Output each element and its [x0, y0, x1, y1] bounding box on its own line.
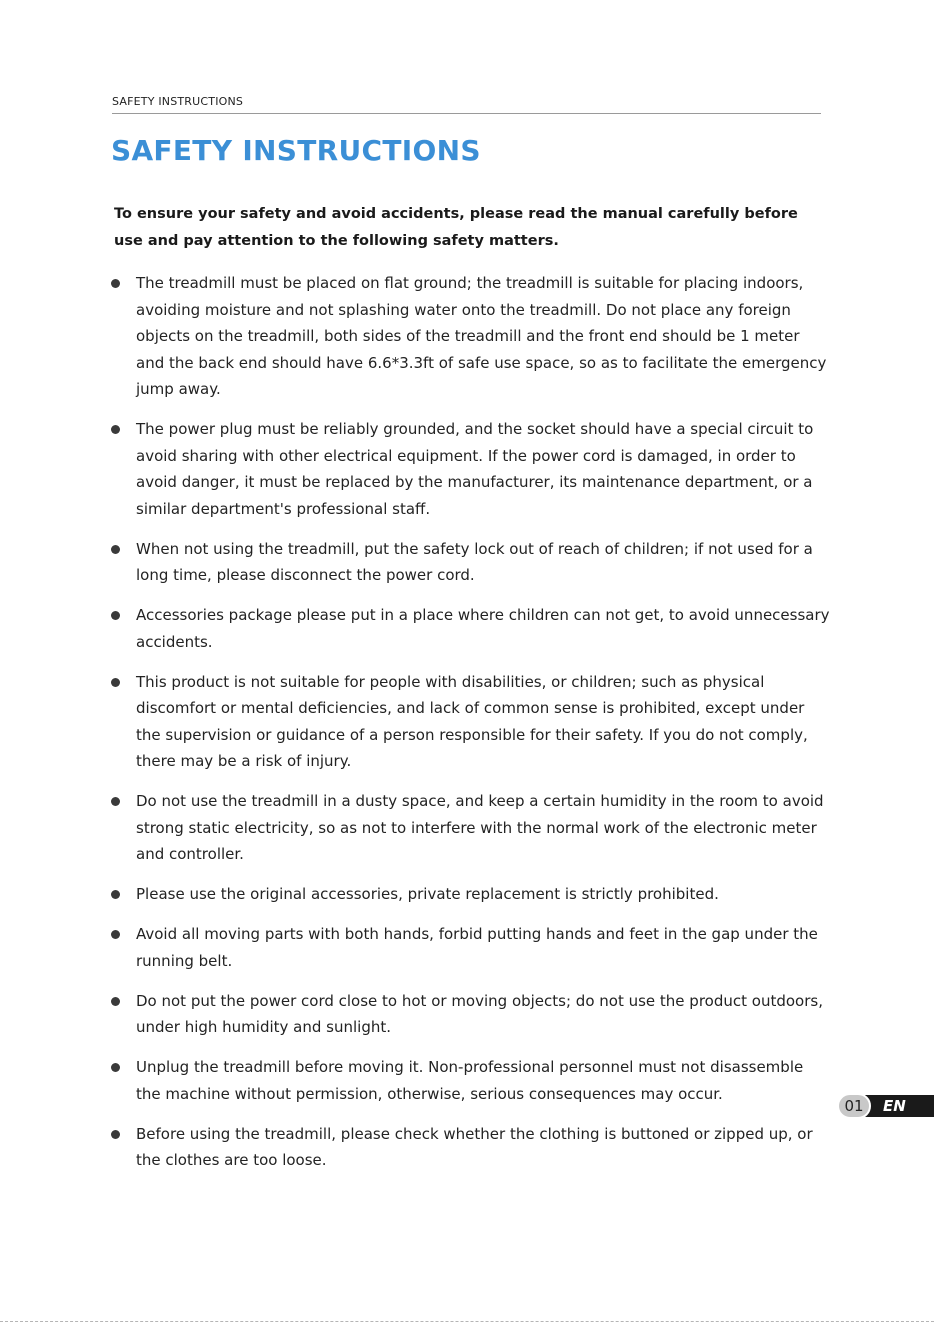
safety-rule-text: This product is not suitable for people with disabilities, or children; such as physical discomfort or mental deficiencies, and lack of common sense is prohibited, except under the supervision or guidance of a person responsible for their safety. If you do not comply, there may be a risk of injury. [136, 672, 808, 770]
safety-rule-text: Please use the original accessories, private replacement is strictly prohibited. [136, 885, 719, 903]
bullet-icon [111, 797, 120, 806]
bullet-icon [111, 678, 120, 687]
header-divider [112, 113, 821, 114]
safety-rule-text: Do not use the treadmill in a dusty space, and keep a certain humidity in the room to avoid strong static electricity, so as not to interfere with the normal work of the electronic meter and controller. [136, 792, 824, 863]
bullet-icon [111, 930, 120, 939]
bullet-icon [111, 890, 120, 899]
safety-rule-text: When not using the treadmill, put the safety lock out of reach of children; if not used for a long time, please disconnect the power cord. [136, 539, 813, 584]
safety-rule [111, 1121, 831, 1174]
safety-rule [111, 270, 831, 403]
safety-rule-text: The treadmill must be placed on flat ground; the treadmill is suitable for placing indoors, avoiding moisture and not splashing water onto the treadmill. Do not place any foreign objects on the treadmill, both sides of the treadmill and the front end should be 1 meter and the back end should have 6.6*3.3ft of safe use space, so as to facilitate the emergency jump away. [136, 274, 827, 398]
safety-rules-list [111, 270, 831, 1187]
bullet-icon [111, 545, 120, 554]
language-label: EN [883, 1097, 906, 1115]
safety-rule [111, 602, 831, 655]
bullet-icon [111, 611, 120, 620]
running-header: SAFETY INSTRUCTIONS [112, 95, 244, 108]
safety-rule [111, 1054, 831, 1107]
bullet-icon [111, 1063, 120, 1072]
page-tab [837, 1093, 934, 1119]
safety-rule-text: Before using the treadmill, please check whether the clothing is buttoned or zipped up, or the clothes are too loose. [136, 1124, 813, 1169]
intro-paragraph: To ensure your safety and avoid accidents, please read the manual carefully before use and pay attention to the following safety matters. [114, 206, 798, 249]
safety-rule [111, 416, 831, 522]
safety-rule [111, 788, 831, 868]
safety-rule-text: The power plug must be reliably grounded, and the socket should have a special circuit to avoid sharing with other electrical equipment. If the power cord is damaged, in order to avoid danger, it must be replaced by the manufacturer, its maintenance department, or a similar department's professional staff. [136, 420, 814, 518]
safety-rule [111, 988, 831, 1041]
bullet-icon [111, 997, 120, 1006]
safety-rule [111, 669, 831, 775]
page-title: SAFETY INSTRUCTIONS [111, 134, 481, 167]
safety-rule [111, 536, 831, 589]
page-edge-divider [0, 1321, 934, 1322]
safety-rule-text: Do not put the power cord close to hot or moving objects; do not use the product outdoors, under high humidity and sunlight. [136, 991, 823, 1036]
bullet-icon [111, 279, 120, 288]
page-number: 01 [837, 1093, 871, 1119]
safety-rule-text: Unplug the treadmill before moving it. Non-professional personnel must not disassemble the machine without permission, otherwise, serious consequences may occur. [136, 1058, 804, 1103]
safety-rule-text: Accessories package please put in a place where children can not get, to avoid unnecessary accidents. [136, 606, 830, 651]
safety-rule-text: Avoid all moving parts with both hands, forbid putting hands and feet in the gap under the running belt. [136, 925, 818, 970]
bullet-icon [111, 1130, 120, 1139]
bullet-icon [111, 425, 120, 434]
safety-rule [111, 881, 831, 908]
safety-rule [111, 921, 831, 974]
